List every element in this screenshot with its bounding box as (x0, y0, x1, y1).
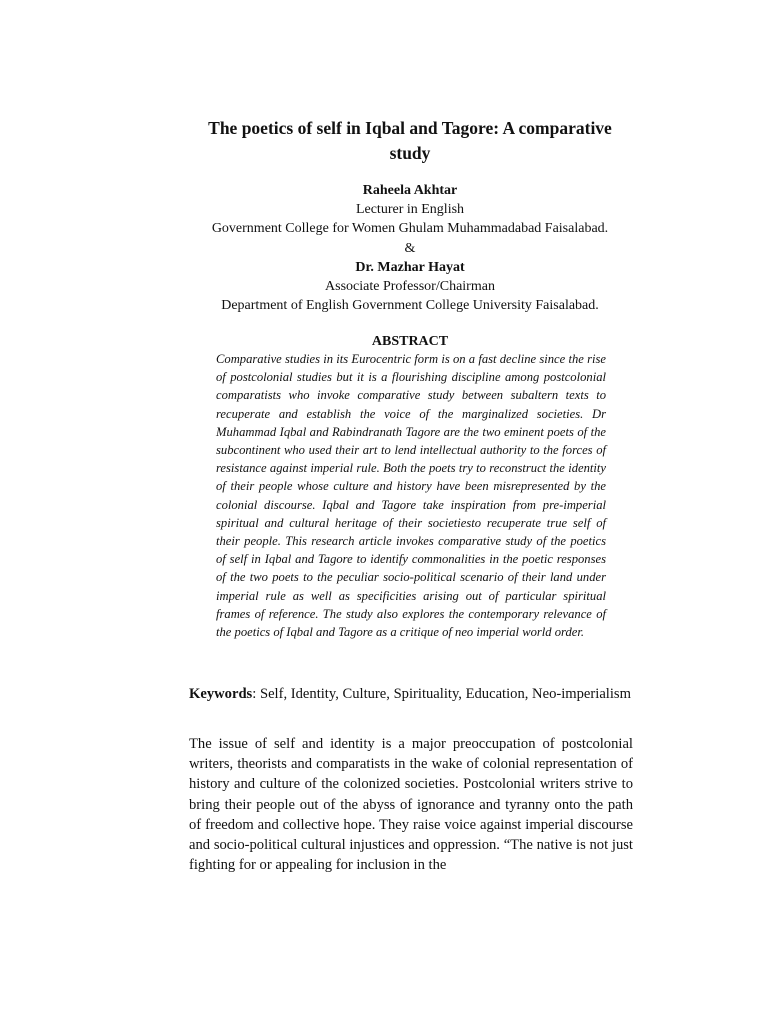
abstract-text: Comparative studies in its Eurocentric form is on a fast decline since the rise of postcolonial studies but it is a flourishing discipline among postcolonial comparatists who invoke comparative study between subaltern texts to recuperate and establish the voice of the marginalized societies. Dr Muhammad Iqbal and Rabindranath Tagore are the two eminent poets of the subcontinent who used their art to lend intellectual authority to the forces of resistance against imperial rule. Both the poets try to reconstruct the identity of their people whose culture and history have been misrepresented by the colonial discourse. Iqbal and Tagore take inspiration from pre-imperial spiritual and cultural heritage of their societiesto recuperate true self of their people. This research article invokes comparative study of the poetics of self in Iqbal and Tagore to identify commonalities in the poetic responses of the two poets to the peculiar socio-political scenario of their land under imperial rule as well as specificities arising out of particular spiritual frames of reference. The study also explores the contemporary relevance of the poetics of Iqbal and Tagore as a critique of neo imperial world order. (216, 352, 606, 640)
author-affiliation: Government College for Women Ghulam Muhammadabad Faisalabad. (211, 221, 609, 237)
author-position: Associate Professor/Chairman (325, 279, 495, 295)
author-position: Lecturer in English (355, 202, 465, 218)
author-block (150, 181, 670, 315)
keywords-label: Keywords (189, 686, 253, 702)
author-affiliation: Department of English Government College University Faisalabad. (221, 298, 599, 314)
body-paragraph: The issue of self and identity is a major preoccupation of postcolonial writers, theorists and comparatists in the wake of colonial representation of history and culture of the colonized societies. Postcolonial writers strive to bring their people out of the abyss of ignorance and tyranny onto the path of freedom and collective hope. They raise voice against imperial discourse and socio-political cultural injustices and oppression. “The native is not just fighting for or appealing for inclusion in the (189, 736, 633, 874)
keywords-line (189, 684, 633, 704)
author-name: Raheela Akhtar (362, 183, 458, 198)
keywords-list: : Self, Identity, Culture, Spirituality, Education, Neo-imperialism (252, 686, 631, 702)
author-name: Dr. Mazhar Hayat (355, 259, 465, 275)
author-separator: & (404, 240, 416, 256)
paper-title: The poetics of self in Iqbal and Tagore: A comparative study (208, 118, 612, 163)
abstract-heading: ABSTRACT (371, 334, 449, 349)
